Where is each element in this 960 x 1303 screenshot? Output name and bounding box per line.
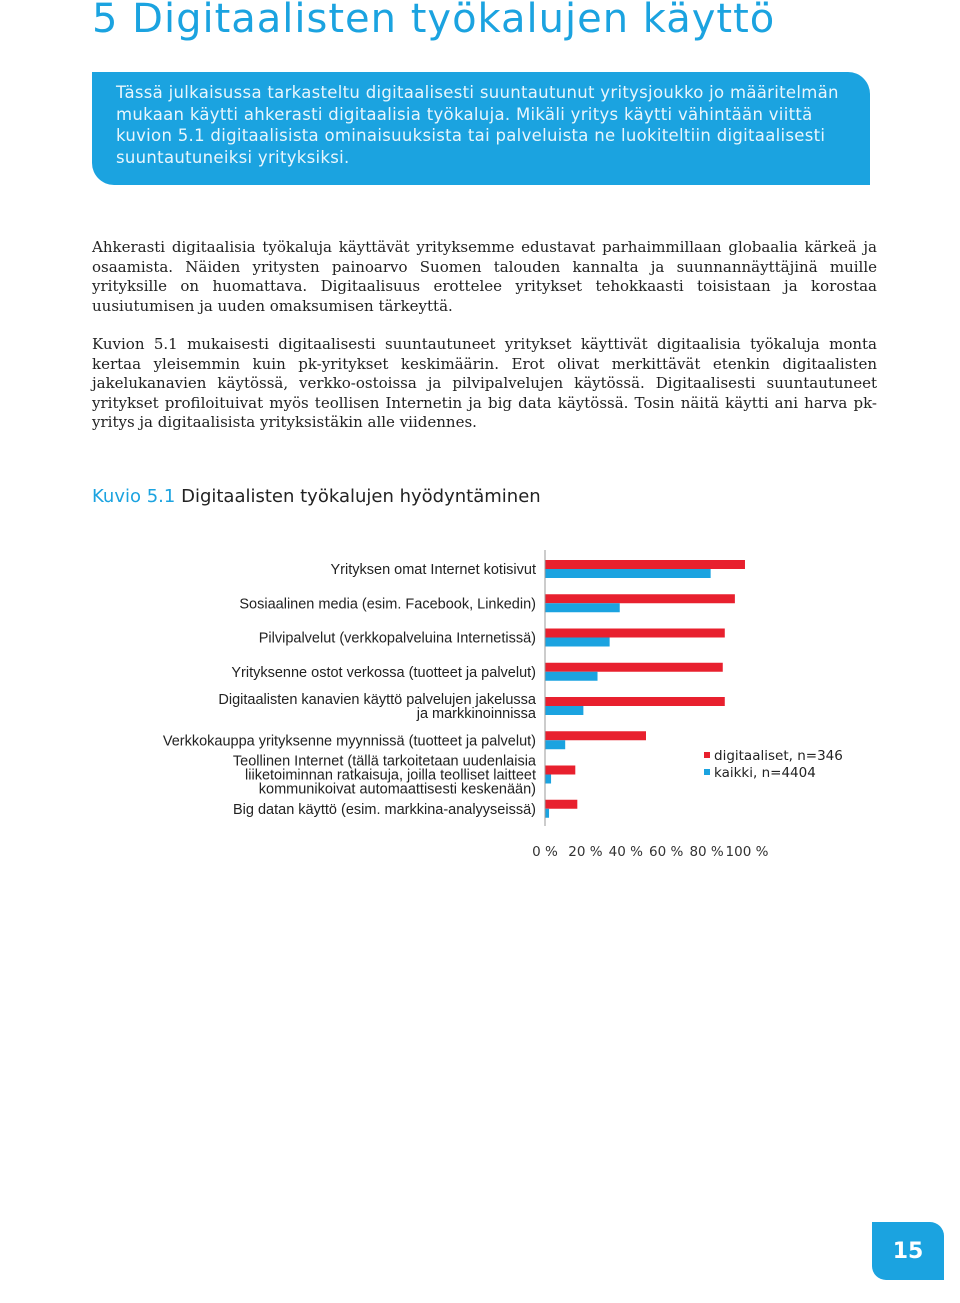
- bar-chart: [0, 540, 960, 870]
- bar-digitaaliset: [545, 766, 575, 775]
- bar-kaikki: [545, 569, 711, 578]
- bar-kaikki: [545, 638, 610, 647]
- bar-kaikki: [545, 740, 565, 749]
- bar-digitaaliset: [545, 663, 723, 672]
- category-label: Big datan käyttö (esim. markkina-analyyseissä): [232, 801, 536, 818]
- category-label: Yrityksen omat Internet kotisivut: [330, 562, 536, 579]
- bar-kaikki: [545, 603, 620, 612]
- x-tick-label: 0 %: [532, 844, 558, 860]
- category-label: Yrityksenne ostot verkossa (tuotteet ja palvelut): [231, 664, 536, 681]
- category-label: Teollinen Internet (tällä tarkoitetaan uudenlaisia: [232, 753, 536, 770]
- bar-digitaaliset: [545, 560, 745, 569]
- page-title: 5 Digitaalisten työkalujen käyttö: [92, 0, 776, 42]
- bar-digitaaliset: [545, 800, 577, 809]
- page-number: 15: [872, 1222, 944, 1280]
- figure-title: [92, 486, 541, 507]
- x-tick-label: 100 %: [725, 844, 769, 860]
- category-label: Digitaalisten kanavien käyttö palvelujen jakelussa: [218, 692, 536, 709]
- legend-swatch: [704, 752, 710, 758]
- summary-box: [92, 72, 870, 185]
- bar-digitaaliset: [545, 731, 646, 740]
- figure-caption: Digitaalisten työkalujen hyödyntäminen: [181, 486, 541, 507]
- summary-text: Tässä julkaisussa tarkasteltu digitaalisesti suuntautunut yritysjoukko jo määritelmän mukaan käytti ahkerasti digitaalisia työkaluja. Mikäli yritys käytti vähintään viittä kuvion 5.1 digitaalisista ominaisuuksista tai palveluista ne luokiteltiin digitaalisesti suuntautuneiksi yrityksiksi.: [116, 83, 839, 167]
- x-tick-label: 20 %: [568, 844, 603, 860]
- x-tick-label: 40 %: [608, 844, 643, 860]
- body-paragraph-2: Kuvion 5.1 mukaisesti digitaalisesti suuntautuneet yritykset käyttivät digitaalisia työkaluja monta kertaa yleisemmin kuin pk-yritykset keskimäärin. Erot olivat merkittävät etenkin digitaalisten jakelukanavien käytössä, verkko-ostoissa ja pilvipalvelujen käytössä. Digitaalisesti suuntautuneet yritykset profiloituivat myös teollisen Internetin ja big data käytössä. Tosin näitä käytti ani harva pk-yritys ja digitaalisista yrityksistäkin alle viidennes.: [92, 335, 877, 431]
- category-label: liiketoiminnan ratkaisuja, joilla teolliset laitteet: [245, 767, 536, 784]
- bar-kaikki: [545, 809, 549, 818]
- category-label: Sosiaalinen media (esim. Facebook, Linkedin): [239, 596, 536, 613]
- body-paragraph-1: Ahkerasti digitaalisia työkaluja käyttävät yrityksemme edustavat parhaimmillaan globaalia kärkeä ja osaamista. Näiden yritysten painoarvo Suomen talouden kannalta ja suunnannäyttäjinä muille yrityksille on huomattava. Digitaalisuus erottelee yritykset tehokkaasti toisistaan ja korostaa uusiutumisen ja uuden omaksumisen tärkeyttä.: [92, 238, 877, 315]
- bar-digitaaliset: [545, 697, 725, 706]
- bar-kaikki: [545, 706, 583, 715]
- legend-label: digitaaliset, n=346: [714, 748, 843, 764]
- bar-digitaaliset: [545, 594, 735, 603]
- x-tick-label: 80 %: [689, 844, 724, 860]
- category-label: Verkkokauppa yrityksenne myynnissä (tuotteet ja palvelut): [162, 733, 536, 750]
- bar-digitaaliset: [545, 629, 725, 638]
- category-label: kommunikoivat automaattisesti keskenään): [258, 781, 536, 798]
- bar-kaikki: [545, 775, 551, 784]
- legend-label: kaikki, n=4404: [714, 765, 816, 781]
- legend-swatch: [704, 769, 710, 775]
- category-label: ja markkinoinnissa: [416, 706, 536, 723]
- x-tick-label: 60 %: [649, 844, 684, 860]
- figure-number: Kuvio 5.1: [92, 486, 176, 507]
- bar-kaikki: [545, 672, 598, 681]
- category-label: Pilvipalvelut (verkkopalveluina Internetissä): [258, 630, 536, 647]
